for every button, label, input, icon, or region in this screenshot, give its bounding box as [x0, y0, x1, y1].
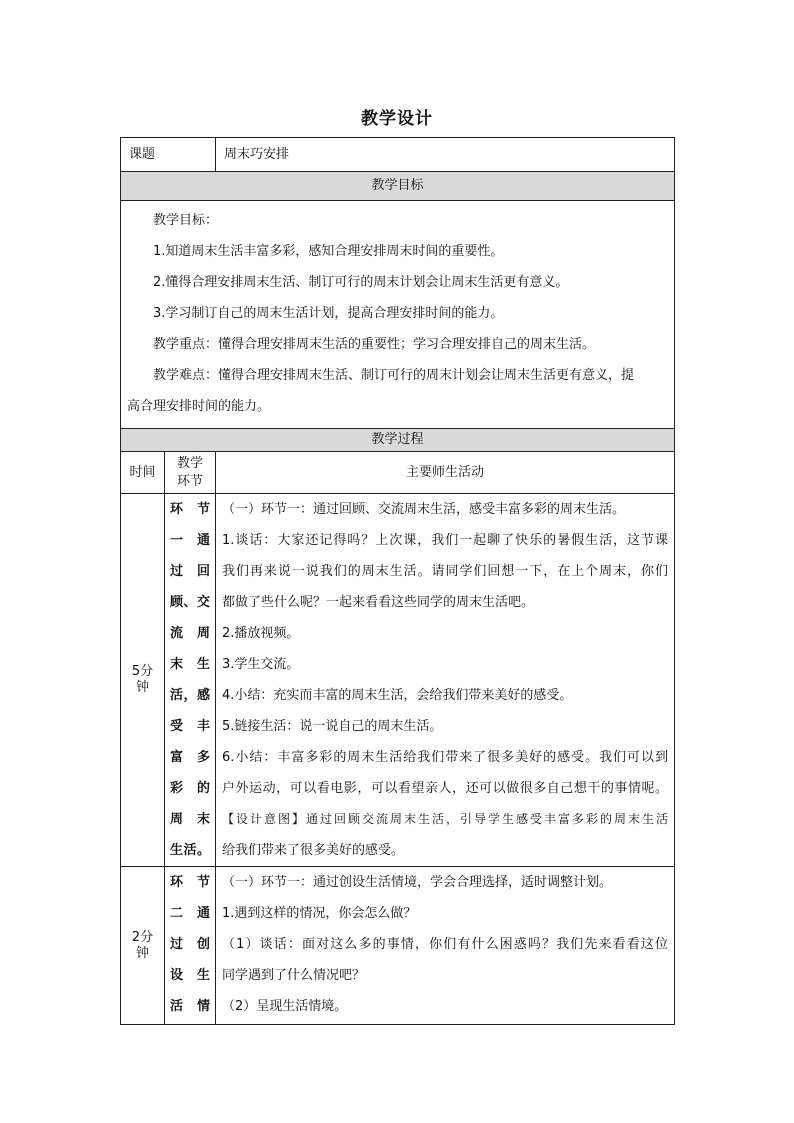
stage-1-name-line: 过回 [170, 564, 211, 579]
stage-2-time-line-1: 2分 [131, 929, 154, 945]
goals-intro: 教学目标： [153, 213, 219, 228]
stage-2-name-line: 活情 [170, 999, 211, 1014]
stage-2-row [121, 867, 675, 1025]
stage-2-name [165, 867, 216, 1025]
activity-line: （2）呈现生活情境。 [222, 999, 348, 1014]
column-stage-line-2: 环节 [177, 473, 204, 489]
goal-item-1: 1.知道周末生活丰富多彩，感知合理安排周末时间的重要性。 [153, 244, 504, 259]
column-stage-line-1: 教学 [177, 455, 204, 471]
activity-line: 2.播放视频。 [222, 626, 300, 641]
activity-line: 1.谈话：大家还记得吗？上次课，我们一起聊了快乐的暑假生活，这节课 [222, 533, 669, 548]
activity-line: （1）谈话：面对这么多的事情，你们有什么困惑吗？我们先来看看这位 [222, 937, 669, 952]
stage-2-time-line-2: 钟 [135, 945, 149, 961]
stage-1-name-line: 彩的 [170, 781, 211, 796]
topic-row [121, 138, 675, 172]
activity-line: （一）环节一：通过回顾、交流周末生活，感受丰富多彩的周末生活。 [222, 502, 626, 517]
stage-1-row [121, 494, 675, 867]
stage-2-activities [216, 867, 675, 1025]
activity-line: 6.小结：丰富多彩的周末生活给我们带来了很多美好的感受。我们可以到 [222, 750, 669, 765]
stage-2-name-line: 设生 [170, 968, 211, 983]
stage-2-name-line: 二通 [170, 906, 211, 921]
column-activity: 主要师生活动 [216, 452, 675, 494]
stage-1-name-line: 顾、交 [170, 595, 211, 610]
activity-line: 户外运动，可以看电影，可以看望亲人，还可以做很多自己想干的事情呢。 [222, 781, 669, 796]
stage-1-name-line: 环节 [170, 502, 211, 517]
activity-line: 都做了些什么呢？一起来看看这些同学的周末生活吧。 [222, 595, 535, 610]
activity-line: 同学遇到了什么情况吧？ [222, 968, 366, 983]
activity-line: 1.遇到这样的情况，你会怎么做？ [222, 906, 417, 921]
column-stage [165, 452, 216, 494]
process-header: 教学过程 [121, 429, 675, 452]
stage-1-name-line: 生活。 [170, 843, 211, 858]
goals-content [121, 201, 675, 429]
stage-1-name [165, 494, 216, 867]
activity-line: 给我们带来了很多美好的感受。 [222, 843, 405, 858]
stage-1-name-line: 末生 [170, 657, 211, 672]
activity-line: 5.链接生活：说一说自己的周末生活。 [222, 719, 443, 734]
stage-1-name-line: 周末 [170, 812, 211, 827]
goal-item-3: 3.学习制订自己的周末生活计划，提高合理安排时间的能力。 [153, 306, 504, 321]
difficulty-line-1: 教学难点：懂得合理安排周末生活、制订可行的周末计划会让周末生活更有意义，提 [153, 368, 635, 383]
stage-1-time-line-2: 钟 [135, 680, 149, 695]
activity-line: 3.学生交流。 [222, 657, 300, 672]
goals-header: 教学目标 [121, 172, 675, 201]
stage-1-name-line: 一通 [170, 533, 211, 548]
stage-1-name-line: 活，感 [170, 688, 211, 703]
activity-line: 4.小结：充实而丰富的周末生活，会给我们带来美好的感受。 [222, 688, 573, 703]
goals-header-row [121, 172, 675, 201]
stage-1-time-line-1: 5分 [131, 664, 154, 680]
stage-2-name-line: 环节 [170, 875, 211, 890]
lesson-table [120, 137, 675, 1025]
stage-1-time [121, 494, 165, 867]
process-header-row [121, 429, 675, 452]
key-points: 教学重点：懂得合理安排周末生活的重要性；学习合理安排自己的周末生活。 [153, 337, 596, 352]
design-intent-line: 【设计意图】通过回顾交流周末生活，引导学生感受丰富多彩的周末生活 [222, 812, 669, 826]
stage-1-name-line: 受丰 [170, 719, 211, 734]
stage-1-name-line: 流周 [170, 626, 211, 641]
column-time: 时间 [121, 452, 165, 494]
goals-row [121, 201, 675, 429]
difficulty-line-2: 高合理安排时间的能力。 [127, 399, 271, 414]
stage-2-name-line: 过创 [170, 937, 211, 952]
stage-1-activities [216, 494, 675, 867]
stage-1-name-line: 富多 [170, 750, 211, 765]
stage-2-time [121, 867, 165, 1025]
topic-value: 周末巧安排 [216, 138, 675, 172]
goal-item-2: 2.懂得合理安排周末生活、制订可行的周末计划会让周末生活更有意义。 [153, 275, 569, 290]
activity-line: 我们再来说一说我们的周末生活。请同学们回想一下，在上个周末，你们 [222, 564, 669, 579]
topic-label: 课题 [121, 138, 216, 172]
document-title: 教学设计 [361, 109, 433, 129]
activity-line: （一）环节一：通过创设生活情境，学会合理选择，适时调整计划。 [222, 875, 613, 890]
process-column-header-row [121, 452, 675, 494]
